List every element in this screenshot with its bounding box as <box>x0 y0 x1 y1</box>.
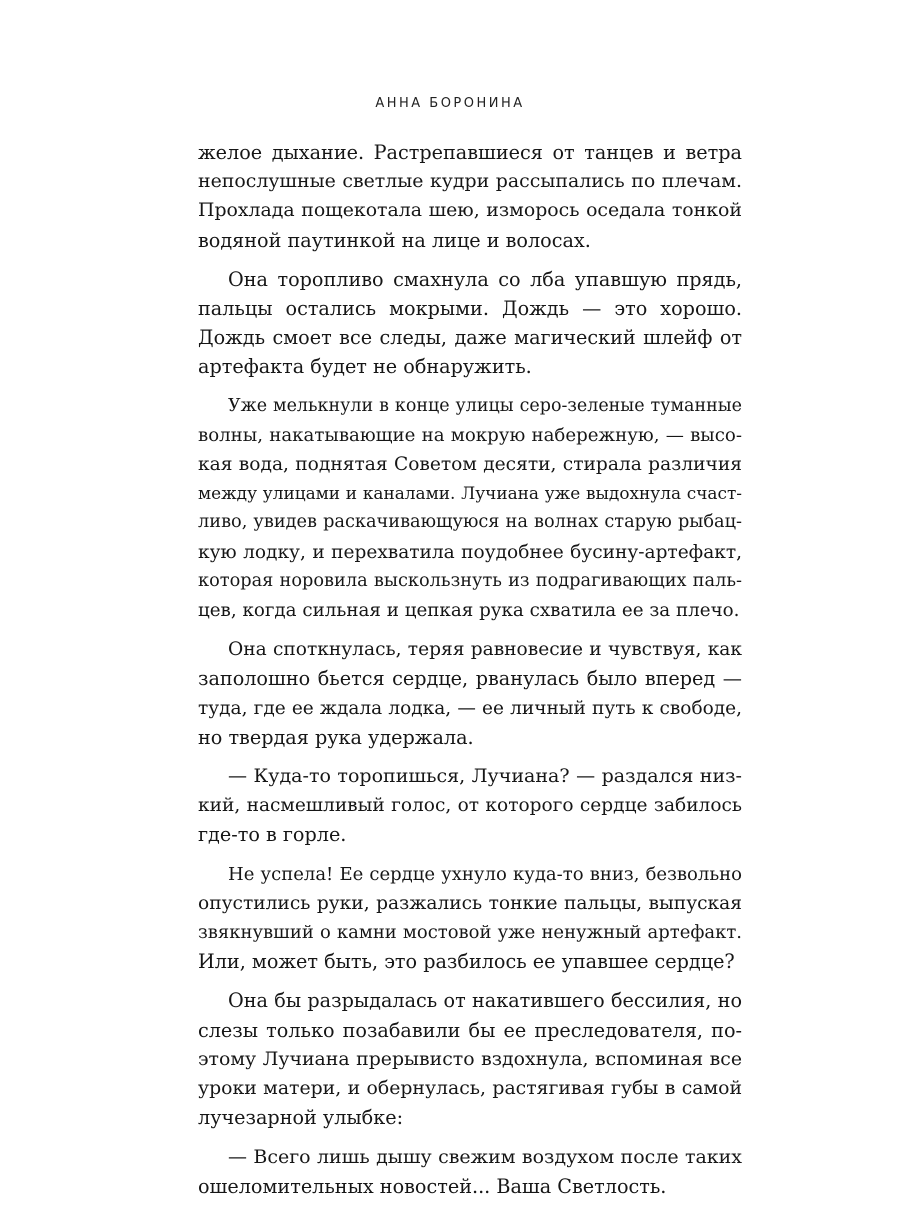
text-line: ошеломительных новостей... Ваша Светлость. <box>198 1174 667 1198</box>
text-line: между улицами и каналами. Лучиана уже выдохнула счаст- <box>198 483 742 504</box>
paragraph <box>198 392 742 626</box>
text-line: Она бы разрыдалась от накатившего бессилия, но <box>228 989 742 1013</box>
text-line: но твердая рука удержала. <box>198 725 474 749</box>
paragraph <box>198 635 742 752</box>
paragraph <box>198 1143 742 1201</box>
text-line: Она торопливо смахнула со лба упавшую прядь, <box>228 267 742 291</box>
text-line: Дождь смоет все следы, даже магический шлейф от <box>198 326 742 350</box>
text-line: — Куда-то торопишься, Лучиана? — раздался низ- <box>228 765 742 788</box>
text-line: артефакта будет не обнаружить. <box>198 355 532 379</box>
text-line: цев, когда сильная и цепкая рука схватила ее за плечо. <box>198 600 740 622</box>
paragraph <box>198 860 742 977</box>
text-line: этому Лучиана прерывисто вздохнула, вспоминая все <box>198 1047 742 1070</box>
text-line: — Всего лишь дышу свежим воздухом после таких <box>228 1145 742 1168</box>
text-line: кая вода, поднятая Советом десяти, стирала различия <box>198 454 742 476</box>
text-line: Уже мелькнули в конце улицы серо-зеленые туманные <box>228 395 742 416</box>
text-line: звякнувший о камни мостовой уже ненужный артефакт. <box>198 922 742 944</box>
text-line: водяной паутинкой на лице и волосах. <box>198 228 591 252</box>
text-line: кий, насмешливый голос, от которого сердце забилось <box>198 795 742 817</box>
paragraph <box>198 762 742 850</box>
body-text <box>198 138 742 1211</box>
text-line: заполошно бьется сердце, рванулась было вперед — <box>198 667 742 691</box>
text-line: лучезарной улыбке: <box>198 1106 404 1130</box>
text-line: кую лодку, и перехватила поудобнее бусину-артефакт, <box>198 541 742 563</box>
running-header-author: АННА БОРОНИНА <box>375 96 525 111</box>
text-line: непослушные светлые кудри рассыпались по плечам. <box>198 170 742 193</box>
text-line: Или, может быть, это разбилось ее упавшее сердце? <box>198 950 735 974</box>
text-line: которая норовила выскользнуть из подрагивающих паль- <box>198 570 742 591</box>
text-line: слезы только позабавили бы ее преследователя, по- <box>198 1018 742 1042</box>
text-line: туда, где ее ждала лодка, — ее личный путь к свободе, <box>198 697 742 719</box>
text-line: пальцы остались мокрыми. Дождь — это хорошо. <box>198 297 742 321</box>
text-line: волны, накатывающие на мокрую набережную, — высо- <box>198 424 742 446</box>
paragraph <box>198 986 742 1132</box>
text-line: Она споткнулась, теряя равновесие и чувствуя, как <box>228 639 742 661</box>
text-line: где-то в горле. <box>198 823 347 847</box>
text-line: Прохлада пощекотала шею, изморось оседала тонкой <box>198 199 742 222</box>
text-line: желое дыхание. Растрепавшиеся от танцев и ветра <box>198 141 742 164</box>
text-line: опустились руки, разжались тонкие пальцы, выпуская <box>198 892 742 914</box>
paragraph <box>198 138 742 255</box>
text-line: ливо, увидев раскачивающуюся на волнах старую рыбац- <box>198 512 742 533</box>
paragraph <box>198 265 742 382</box>
text-line: уроки матери, и обернулась, растягивая губы в самой <box>198 1078 742 1100</box>
text-line: Не успела! Ее сердце ухнуло куда-то вниз, безвольно <box>228 863 742 885</box>
